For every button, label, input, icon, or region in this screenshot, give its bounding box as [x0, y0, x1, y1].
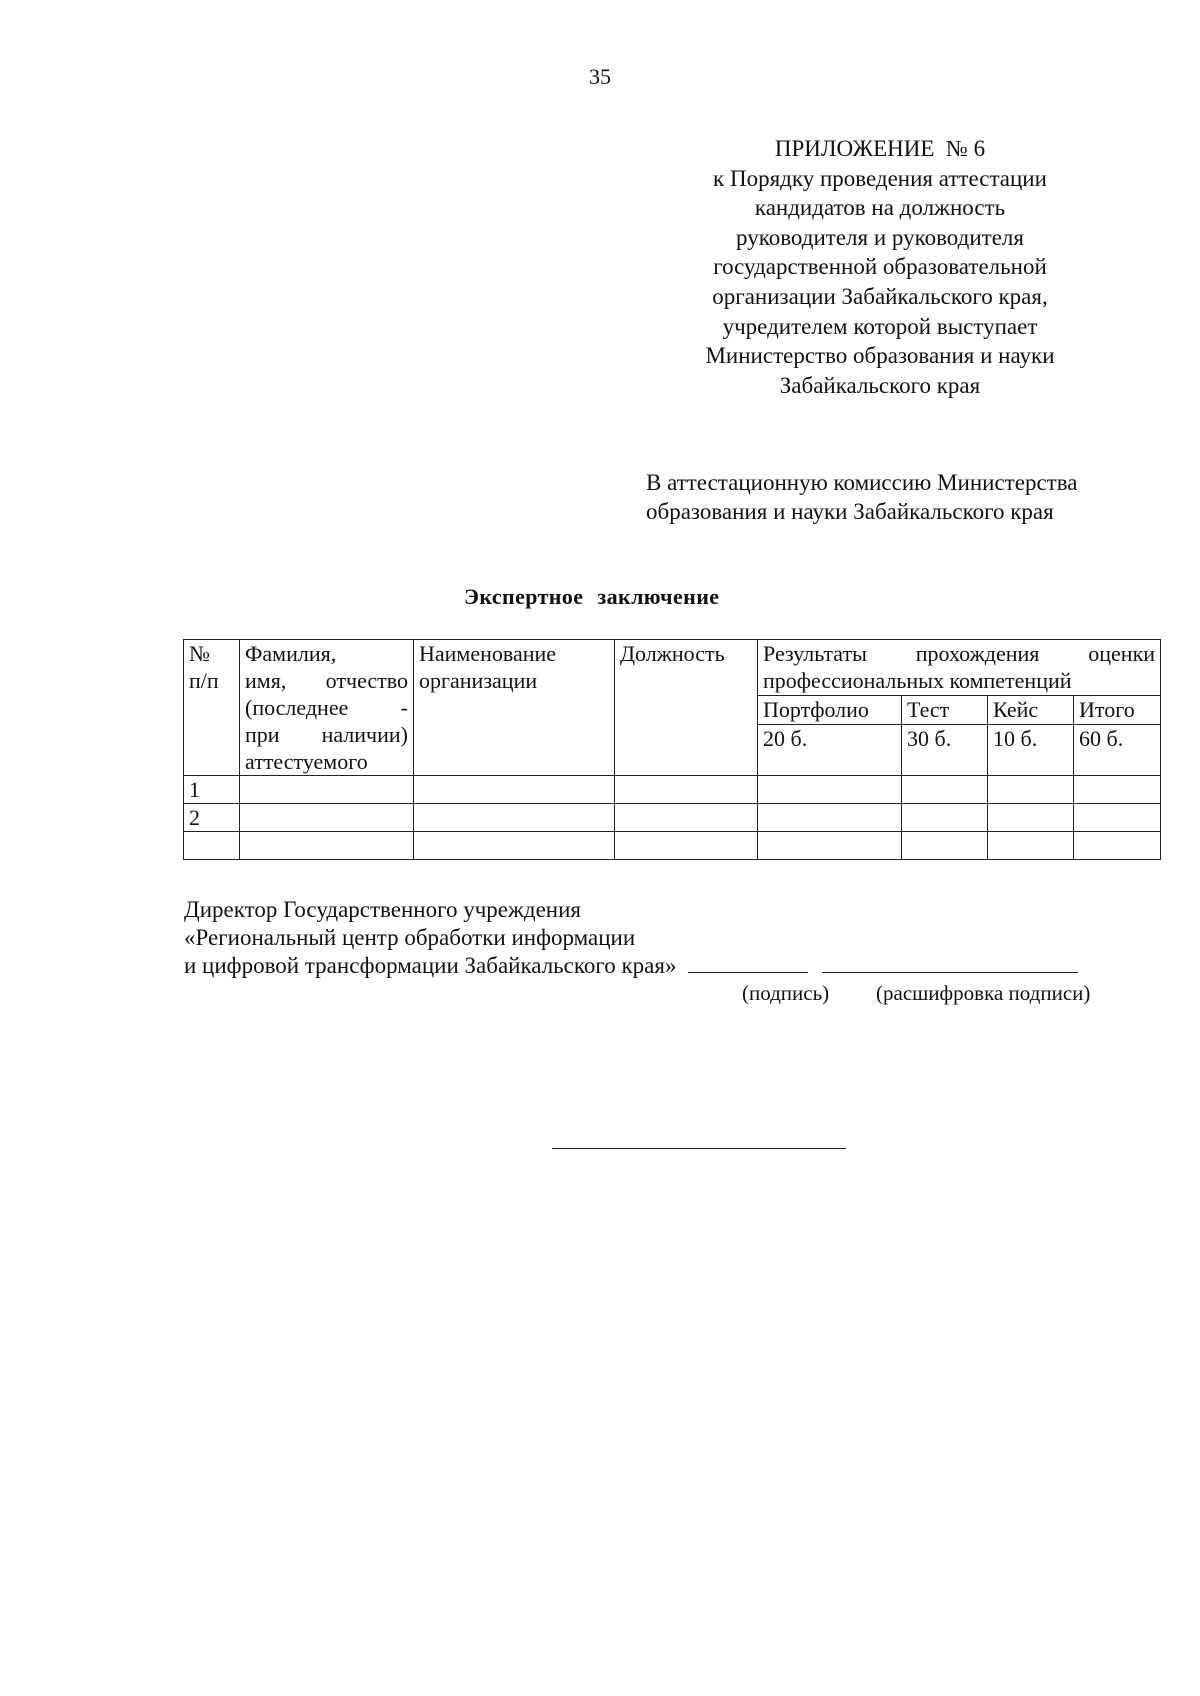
table-cell — [988, 832, 1074, 860]
header-fio-5: аттестуемого — [245, 749, 368, 774]
director-signature-row — [184, 952, 1078, 980]
appendix-line: Забайкальского края — [779, 372, 981, 398]
header-position: Должность — [620, 641, 725, 666]
addressee-block — [646, 468, 1077, 526]
header-org-1: Наименование — [419, 641, 557, 666]
page-number: 35 — [589, 64, 611, 89]
max-score-portfolio: 20 б. — [758, 724, 902, 775]
addressee-line: образования и науки Забайкальского края — [646, 499, 1054, 524]
table-header-row — [184, 640, 1161, 696]
signature-decode-label: (расшифровка подписи) — [876, 981, 1091, 1005]
table-cell — [240, 832, 414, 860]
subheader-test: Тест — [902, 696, 988, 724]
max-score-total: 60 б. — [1074, 724, 1161, 775]
signature-decode-line — [822, 954, 1078, 973]
table-cell — [1074, 832, 1161, 860]
appendix-line: организации Забайкальского края, — [712, 283, 1048, 309]
table-cell — [902, 776, 988, 804]
addressee-line: В аттестационную комиссию Министерства — [646, 470, 1078, 495]
table-cell — [615, 776, 758, 804]
table-cell — [902, 832, 988, 860]
director-block — [184, 896, 1078, 980]
header-fio-4: при наличии) — [245, 722, 408, 747]
table-cell — [240, 776, 414, 804]
director-line: «Региональный центр обработки информации — [184, 925, 636, 950]
table-cell — [615, 804, 758, 832]
appendix-line: к Порядку проведения аттестации — [713, 165, 1047, 191]
header-org-2: организации — [419, 668, 538, 693]
header-results-2: профессиональных компетенций — [763, 668, 1072, 693]
max-score-test: 30 б. — [902, 724, 988, 775]
table-cell — [615, 832, 758, 860]
end-divider — [552, 1148, 846, 1149]
header-number-cell — [184, 640, 240, 776]
row-number: 1 — [184, 776, 240, 804]
header-number-2: п/п — [189, 668, 219, 693]
signature-line — [688, 954, 808, 973]
table-cell — [1074, 804, 1161, 832]
header-results-cell — [758, 640, 1161, 696]
table-cell — [1074, 776, 1161, 804]
table-cell — [414, 804, 615, 832]
max-score-case: 10 б. — [988, 724, 1074, 775]
header-number-1: № — [189, 641, 210, 666]
header-fio-3: (последнее - — [245, 695, 408, 720]
header-results-1: Результаты прохождения оценки — [763, 641, 1156, 666]
table-cell — [414, 832, 615, 860]
table-cell — [758, 804, 902, 832]
director-line: Директор Государственного учреждения — [184, 897, 581, 922]
signature-label: (подпись) — [742, 981, 830, 1005]
header-org-cell — [414, 640, 615, 776]
appendix-line: учредителем которой выступает — [722, 313, 1038, 339]
table-cell — [902, 804, 988, 832]
appendix-header — [660, 134, 1100, 400]
subheader-total: Итого — [1074, 696, 1161, 724]
appendix-line: Министерство образования и науки — [705, 343, 1055, 369]
header-fio-2: имя, отчество — [245, 668, 408, 693]
appendix-heading: ПРИЛОЖЕНИЕ № 6 — [774, 136, 986, 161]
table-row — [184, 832, 1161, 860]
table-cell — [240, 804, 414, 832]
table-row — [184, 776, 1161, 804]
table-row — [184, 804, 1161, 832]
table-cell — [988, 776, 1074, 804]
document-title: Экспертное заключение — [464, 584, 720, 609]
header-fio-1: Фамилия, — [245, 641, 337, 666]
header-fio-cell — [240, 640, 414, 776]
row-number — [184, 832, 240, 860]
appendix-line: государственной образовательной — [713, 254, 1047, 280]
subheader-portfolio: Портфолио — [758, 696, 902, 724]
header-position-cell — [615, 640, 758, 776]
appendix-line: кандидатов на должность — [754, 195, 1006, 221]
appendix-line: руководителя и руководителя — [736, 224, 1024, 250]
table-cell — [414, 776, 615, 804]
table-cell — [758, 832, 902, 860]
row-number: 2 — [184, 804, 240, 832]
subheader-case: Кейс — [988, 696, 1074, 724]
table-cell — [758, 776, 902, 804]
director-line: и цифровой трансформации Забайкальского края» — [184, 953, 677, 978]
table-cell — [988, 804, 1074, 832]
expert-assessment-table — [183, 639, 1161, 860]
